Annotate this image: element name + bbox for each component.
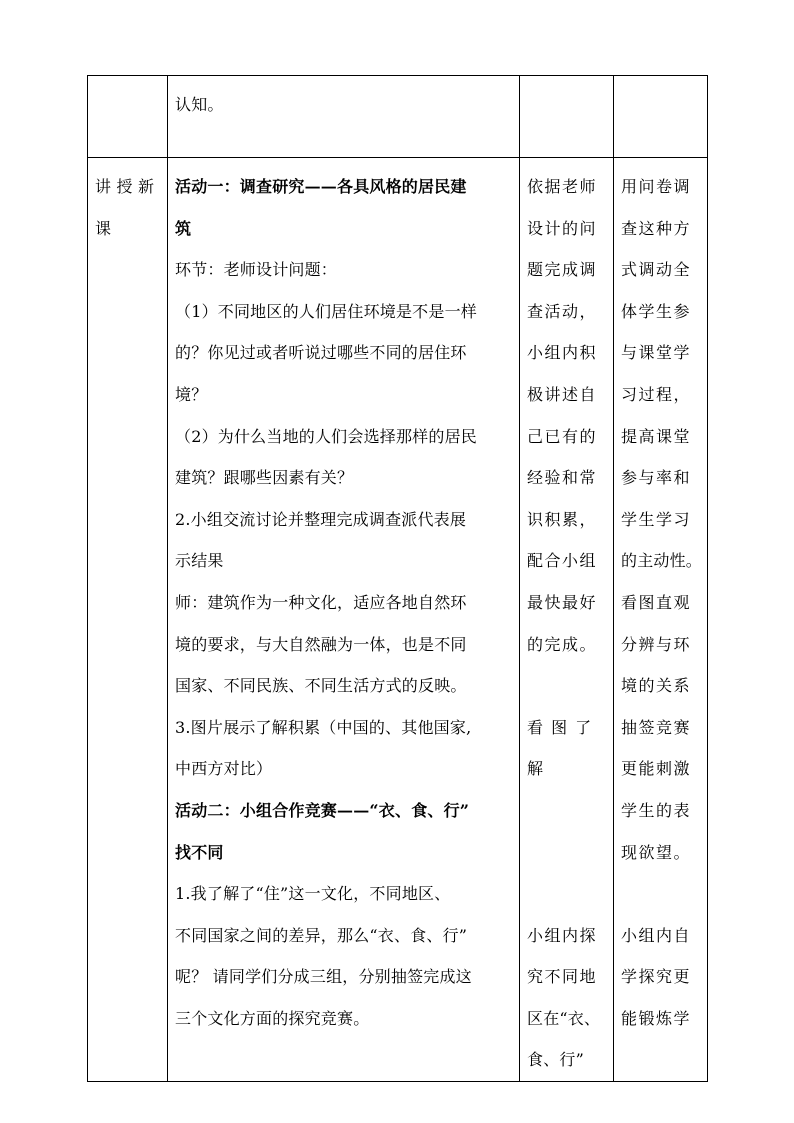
intent-line: 与课堂学: [621, 343, 692, 363]
content-line: 2.小组交流讨论并整理完成调查派代表展: [175, 509, 467, 529]
content-line: 1.我了解了“住”这一文化，不同地区、: [175, 884, 451, 904]
intent-line: 学生学习: [621, 509, 692, 529]
content-line: 不同国家之间的差异，那么“衣、食、行”: [175, 925, 468, 945]
content-cell: [168, 76, 520, 158]
content-line: 的？你见过或者听说过哪些不同的居住环: [175, 343, 467, 363]
intent-line: 参与率和: [621, 468, 692, 488]
content-line: （1）不同地区的人们居住环境是不是一样: [175, 301, 477, 321]
design-intent-cell: [614, 158, 708, 1082]
content-line: 三个文化方面的探究竞赛。: [175, 1008, 370, 1028]
activity-heading: 找不同: [175, 842, 224, 862]
student-activity-cell: [520, 158, 614, 1082]
student-line: 经验和常: [527, 468, 598, 488]
student-line: 解: [527, 759, 545, 779]
student-activity-cell: [520, 76, 614, 158]
table-row: [88, 76, 708, 158]
intent-line: 看图直观: [621, 592, 692, 612]
activity-heading: 活动二：小组合作竞赛——“衣、食、行”: [175, 800, 470, 820]
student-line: 区在“衣、: [527, 1008, 601, 1028]
intent-line: 能锻炼学: [621, 1008, 692, 1028]
student-line: 小组内积: [527, 343, 598, 363]
content-line: 境的要求，与大自然融为一体，也是不同: [175, 634, 467, 654]
content-line: 师：建筑作为一种文化，适应各地自然环: [175, 592, 467, 612]
lesson-plan-table: [87, 75, 708, 1082]
intent-line: 小组内自: [621, 925, 692, 945]
intent-line: 体学生参: [621, 301, 692, 321]
stage-cell: [88, 158, 168, 1082]
student-line: 识积累，: [527, 509, 598, 529]
intent-line: 分辨与环: [621, 634, 692, 654]
intent-line: 学生的表: [621, 800, 692, 820]
student-line: 最快最好: [527, 592, 598, 612]
activity-heading: 活动一：调查研究——各具风格的居民建: [175, 177, 467, 196]
content-line: 境？: [175, 384, 208, 404]
student-line: 查活动，: [527, 301, 598, 321]
student-line: 依据老师: [527, 177, 598, 196]
content-cell: [168, 158, 520, 1082]
activity-heading: 筑: [175, 218, 192, 238]
student-line: 极讲述自: [527, 384, 598, 404]
content-line: 认知。: [175, 95, 224, 114]
student-line: 的完成。: [527, 634, 598, 654]
intent-line: 的主动性。: [621, 551, 703, 571]
content-line: 国家、不同民族、不同生活方式的反映。: [175, 676, 467, 696]
design-intent-cell: [614, 76, 708, 158]
student-line: 配合小组: [527, 551, 598, 571]
intent-line: 境的关系: [621, 676, 692, 696]
table-row: [88, 158, 708, 1082]
student-line: 己已有的: [527, 426, 598, 446]
intent-line: 更能刺激: [621, 759, 692, 779]
intent-line: 提高课堂: [621, 426, 692, 446]
content-line: 环节：老师设计问题：: [175, 260, 338, 280]
content-line: 中西方对比）: [175, 759, 273, 779]
student-line: 食、行”: [527, 1050, 584, 1070]
intent-line: 用问卷调: [621, 177, 692, 196]
intent-line: 学探究更: [621, 967, 692, 987]
content-line: 3.图片展示了解积累（中国的、其他国家,: [175, 717, 472, 737]
student-line: 小组内探: [527, 925, 598, 945]
content-line: 呢？ 请同学们分成三组，分别抽签完成这: [175, 967, 472, 987]
intent-line: 式调动全: [621, 260, 692, 280]
content-line: （2）为什么当地的人们会选择那样的居民: [175, 426, 477, 446]
intent-line: 查这种方: [621, 218, 692, 238]
intent-line: 现欲望。: [621, 842, 692, 862]
student-line: 究不同地: [527, 967, 598, 987]
student-line: 题完成调: [527, 260, 598, 280]
student-line: 看 图 了: [527, 717, 593, 737]
content-line: 示结果: [175, 551, 224, 571]
intent-line: 习过程，: [621, 384, 692, 404]
intent-line: 抽签竞赛: [621, 717, 692, 737]
content-line: 建筑？跟哪些因素有关？: [175, 468, 354, 488]
student-line: 设计的问: [527, 218, 598, 238]
stage-label: 讲 授 新: [95, 177, 155, 196]
stage-cell: [88, 76, 168, 158]
stage-label: 课: [95, 218, 112, 238]
